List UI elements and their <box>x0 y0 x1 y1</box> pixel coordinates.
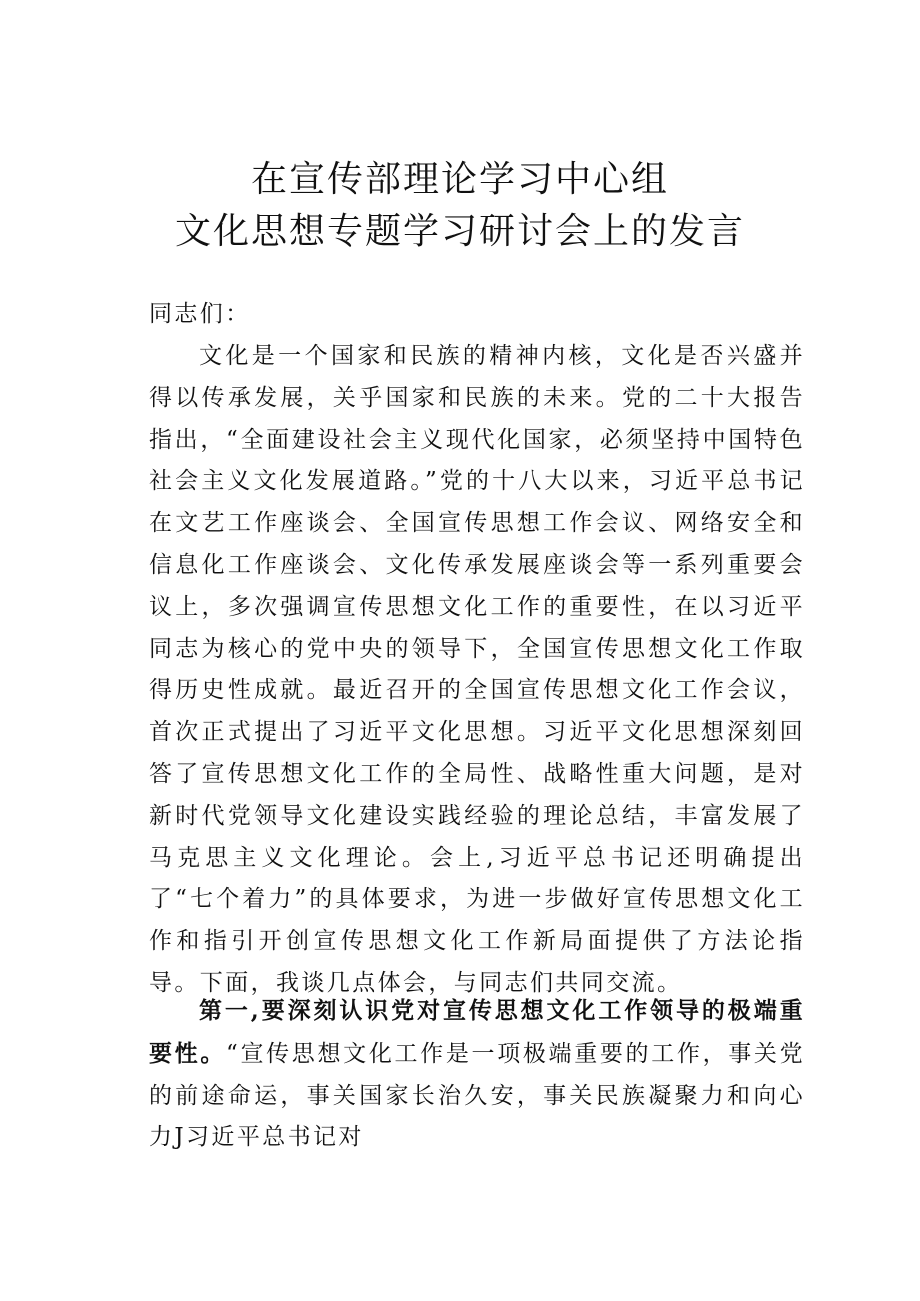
salutation: 同志们： <box>149 301 251 327</box>
paragraph-1: 文化是一个国家和民族的精神内核，文化是否兴盛并得以传承发展，关乎国家和民族的未来。党的二十大报告指出，“全面建设社会主义现代化国家，必须坚持中国特色社会主义文化发展道路。”党的十八大以来，习近平总书记在文艺工作座谈会、全国宣传思想工作会议、网络安全和信息化工作座谈会、文化传承发展座谈会等一系列重要会议上，多次强调宣传思想文化工作的重要性，在以习近平同志为核心的党中央的领导下，全国宣传思想文化工作取得历史性成就。最近召开的全国宣传思想文化工作会议，首次正式提出了习近平文化思想。习近平文化思想深刻回答了宣传思想文化工作的全局性、战略性重大问题，是对新时代党领导文化建设实践经验的理论总结，丰富发展了马克思主义文化理论。会上,习近平总书记还明确提出了“七个着力”的具体要求，为进一步做好宣传思想文化工作和指引开创宣传思想文化工作新局面提供了方法论指导。下面，我谈几点体会，与同志们共同交流。 <box>149 343 805 996</box>
paragraph-2 <box>149 990 805 1159</box>
paragraph-2-lead: 第一,要深刻认识党对宣传思想文化工作领导的极端重要性。 <box>149 997 805 1067</box>
document-title-line2: 文化思想专题学习研讨会上的发言 <box>174 211 745 252</box>
document-title-line1: 在宣传部理论学习中心组 <box>250 159 669 200</box>
paragraph-2-body: “宣传思想文化工作是一项极端重要的工作，事关党的前途命运，事关国家长治久安，事关民族凝聚力和向心力J习近平总书记对 <box>149 1040 805 1151</box>
